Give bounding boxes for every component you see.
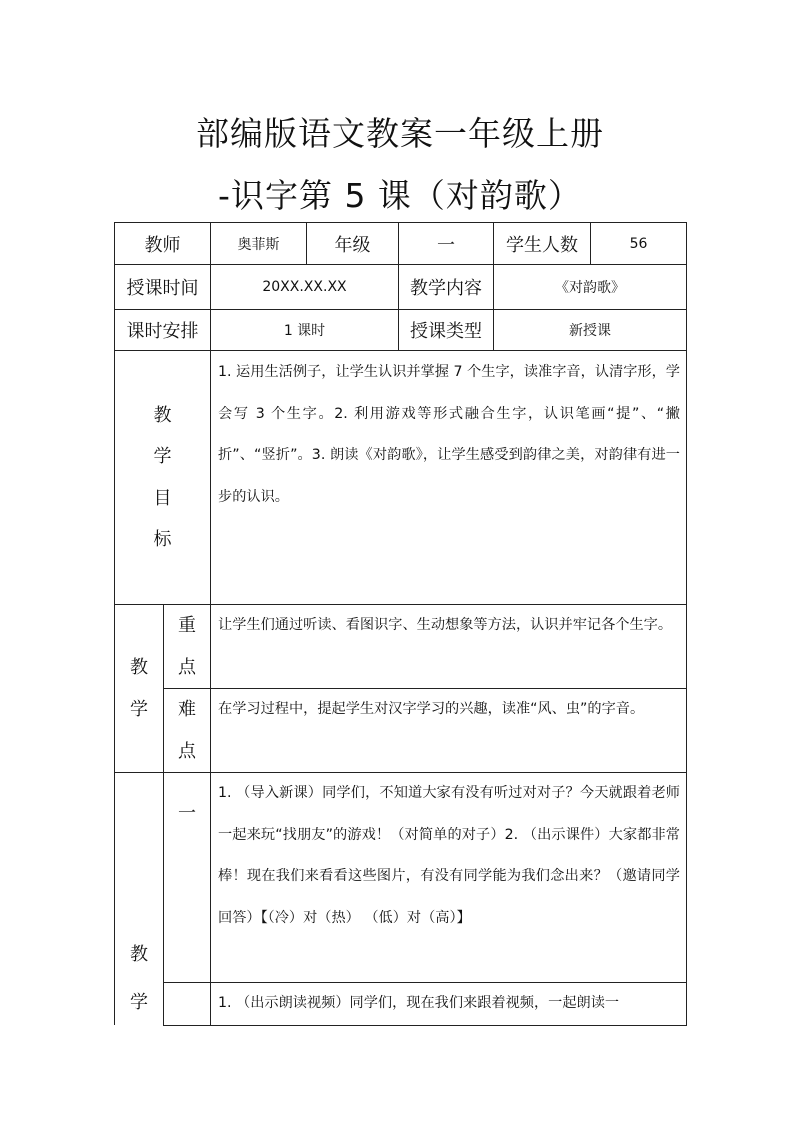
students-value: 56	[591, 223, 687, 265]
hours-label: 课时安排	[115, 310, 211, 351]
hours-row	[115, 310, 687, 351]
difficulty-row	[115, 689, 687, 773]
teacher-label: 教师	[115, 223, 211, 265]
lesson-plan-table	[114, 222, 687, 1026]
time-label: 授课时间	[115, 265, 211, 310]
step2-text: 1. （出示朗读视频）同学们，现在我们来跟着视频，一起朗读一	[211, 983, 687, 1026]
content-value: 《对韵歌》	[494, 265, 687, 310]
time-value: 20XX.XX.XX	[211, 265, 399, 310]
step1-text: 1. （导入新课）同学们，不知道大家有没有听过对对子？今天就跟着老师一起来玩“找朋友”的游戏！（对简单的对子）2. （出示课件）大家都非常棒！现在我们来看看这些图片，有没有同学能为我们念出来？（邀请同学回答）【（冷）对（热） （低）对（高）】	[211, 773, 687, 983]
focus-label: 重 点	[164, 605, 211, 689]
type-value: 新授课	[494, 310, 687, 351]
focus-text: 让学生们通过听读、看图识字、生动想象等方法，认识并牢记各个生字。	[211, 605, 687, 689]
process-step1-row	[115, 773, 687, 983]
key-points-label: 教 学	[115, 605, 164, 773]
difficulty-text: 在学习过程中，提起学生对汉字学习的兴趣，读准“风、虫”的字音。	[211, 689, 687, 773]
step2-label	[164, 983, 211, 1026]
process-step2-row	[115, 983, 687, 1026]
document-title: 部编版语文教案一年级上册	[196, 114, 604, 153]
time-row	[115, 265, 687, 310]
objectives-text: 1. 运用生活例子，让学生认识并掌握 7 个生字，读准字音，认清字形，学会写 3 个生字。2. 利用游戏等形式融合生字，认识笔画“提”、“撇折”、“竖折”。3. 朗读《对韵歌》，让学生感受到韵律之美，对韵律有进一步的认识。	[211, 351, 687, 605]
process-label: 教 学	[115, 773, 164, 1026]
objectives-label: 教 学 目 标	[115, 351, 211, 605]
teacher-value: 奥菲斯	[211, 223, 307, 265]
step1-label: 一	[164, 773, 211, 983]
difficulty-label: 难 点	[164, 689, 211, 773]
focus-row	[115, 605, 687, 689]
hours-value: 1 课时	[211, 310, 399, 351]
type-label: 授课类型	[399, 310, 494, 351]
grade-value: 一	[399, 223, 494, 265]
document-subtitle: -识字第 5 课（对韵歌）	[218, 176, 582, 215]
grade-label: 年级	[307, 223, 399, 265]
content-label: 教学内容	[399, 265, 494, 310]
students-label: 学生人数	[494, 223, 591, 265]
teacher-row	[115, 223, 687, 265]
objectives-row	[115, 351, 687, 605]
